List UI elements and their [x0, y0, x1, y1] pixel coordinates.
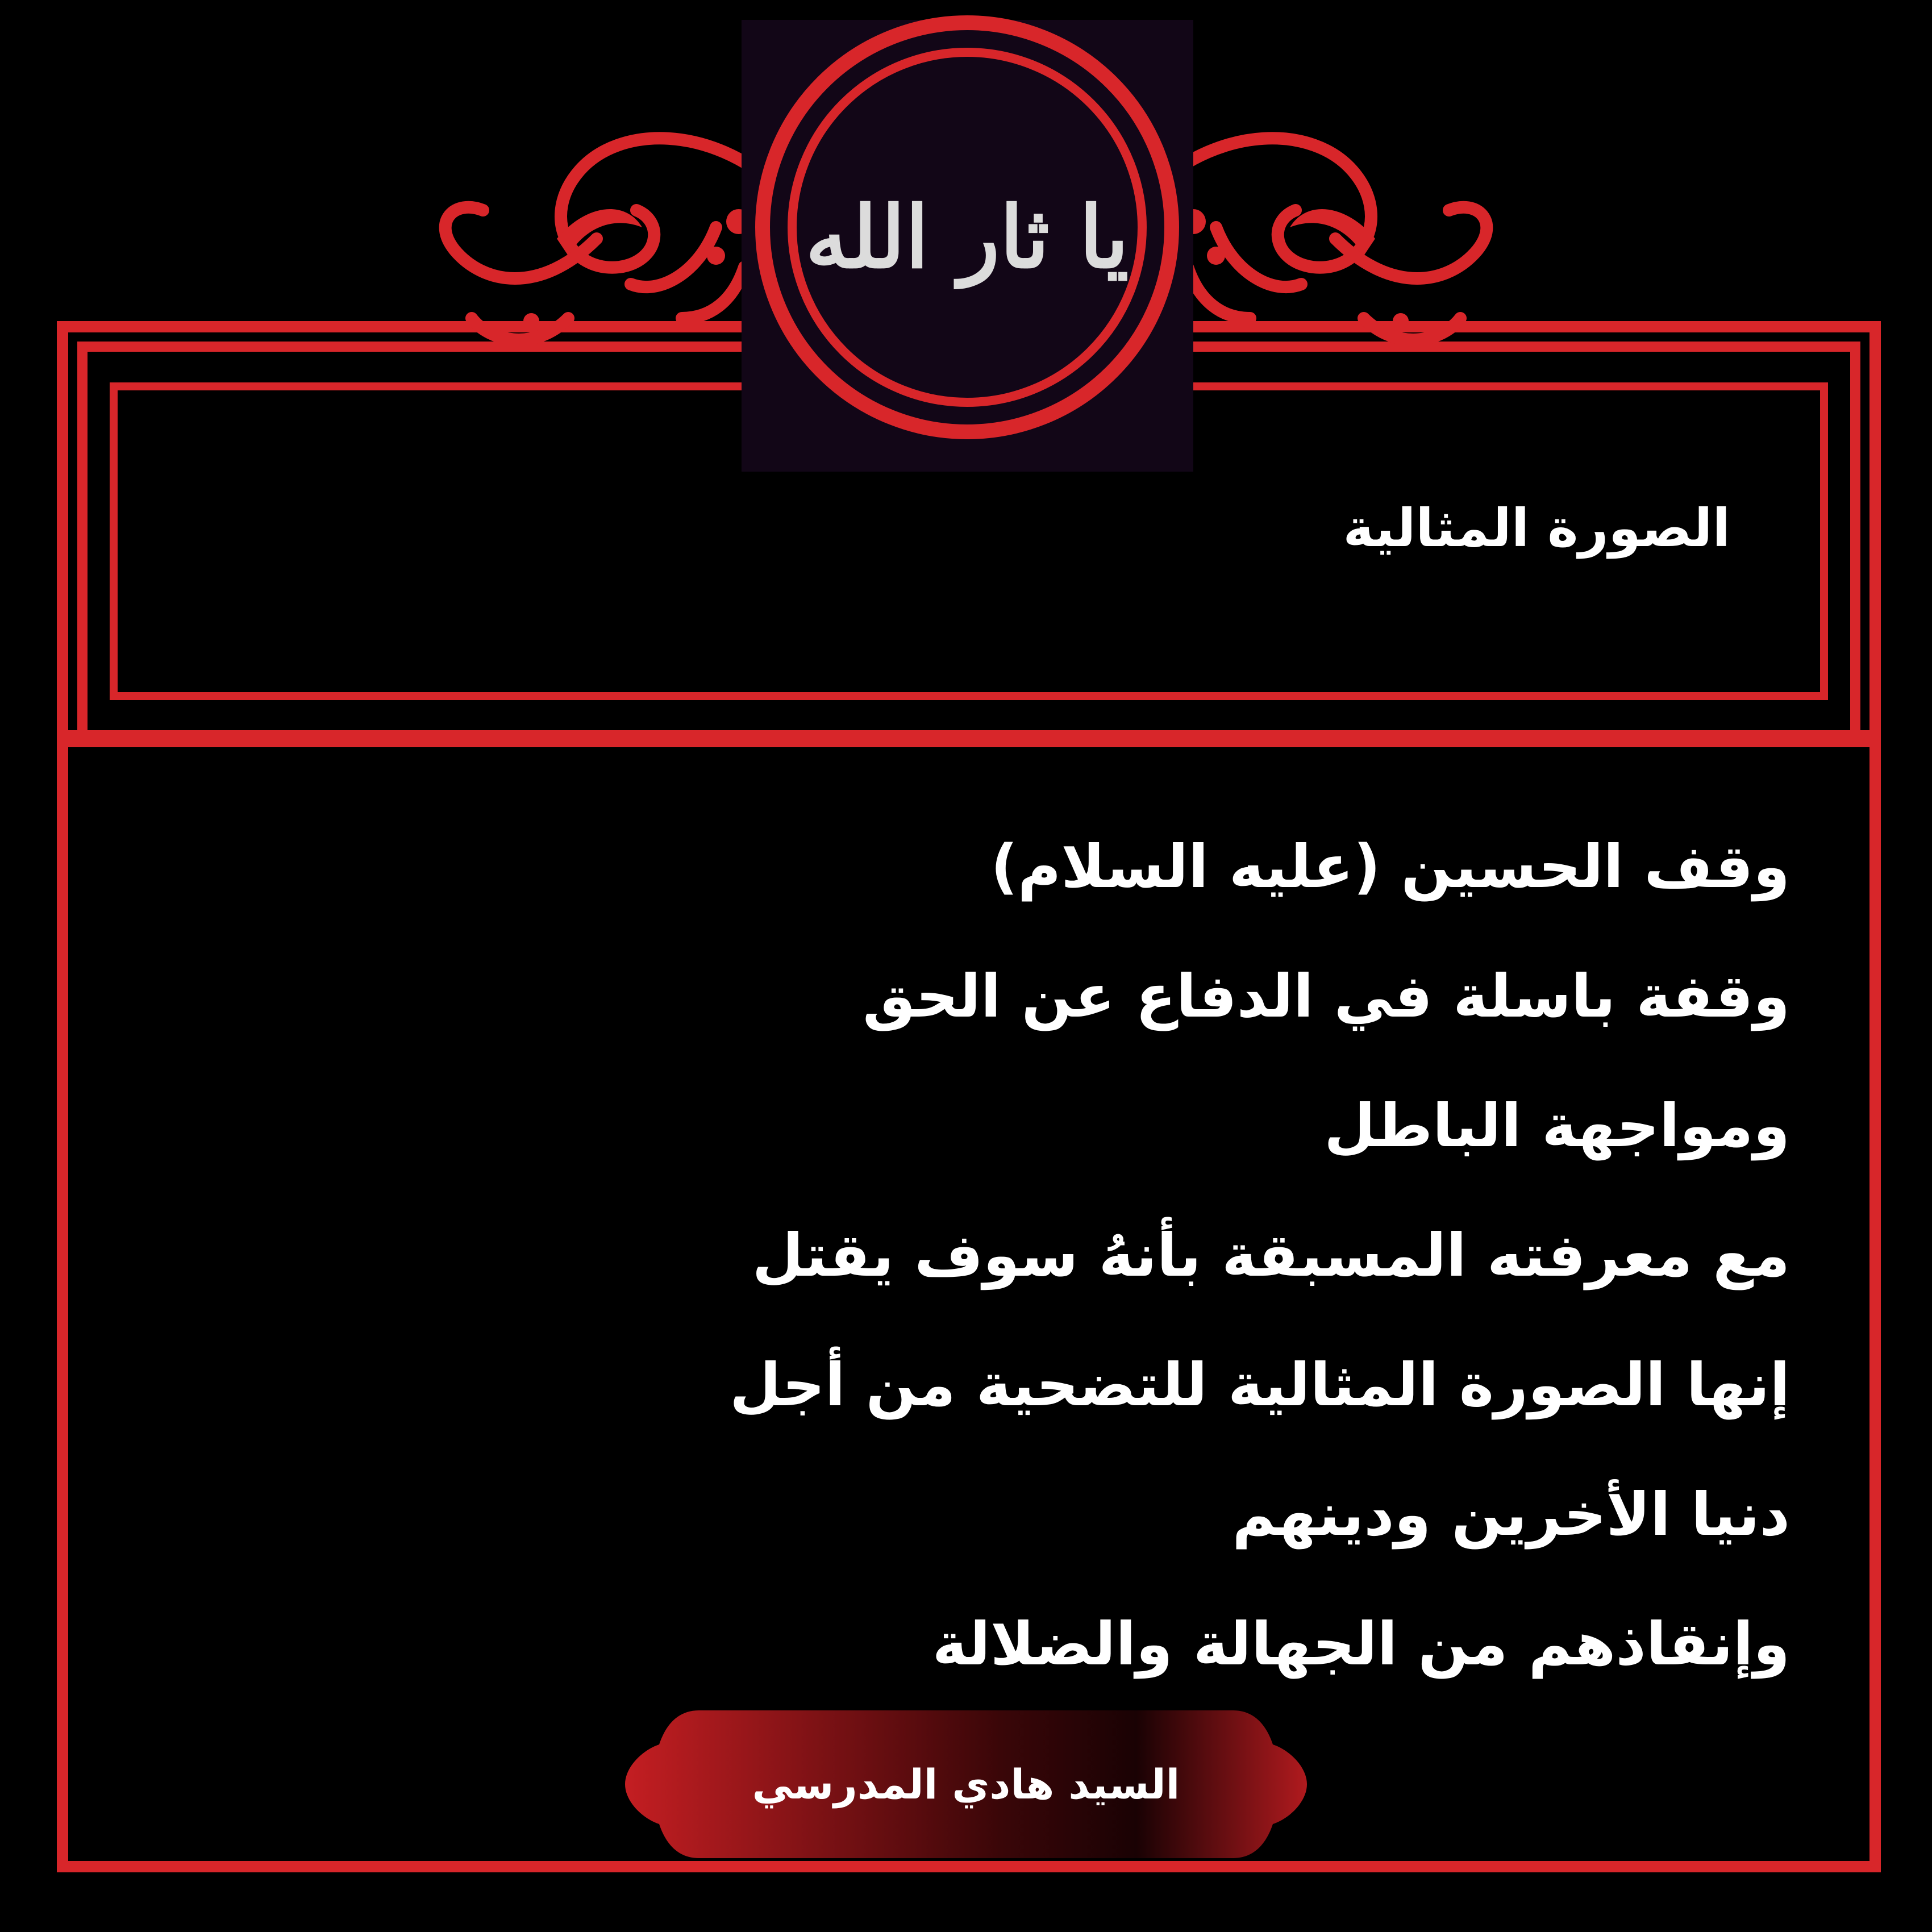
- poem-line: وقف الحسين (عليه السلام): [990, 832, 1790, 901]
- author-name: السيد هادي المدرسي: [752, 1760, 1180, 1808]
- right-scroll-ornament: [1154, 138, 1487, 340]
- left-scroll-ornament: [445, 138, 778, 340]
- poem-line: مع معرفته المسبقة بأنهُ سوف يقتل: [752, 1221, 1790, 1290]
- poem-line: إنها الصورة المثالية للتضحية من أجل: [730, 1350, 1790, 1419]
- divider-band: [63, 730, 1875, 747]
- poem-line: دنيا الأخرين ودينهم: [1232, 1480, 1790, 1549]
- poem-line: وإنقاذهم من الجهالة والضلالة: [932, 1609, 1790, 1679]
- page-title: الصورة المثالية: [1343, 498, 1730, 559]
- poem-line: ومواجهة الباطل: [1324, 1091, 1790, 1160]
- poem-text: [256, 824, 1790, 1731]
- calligraphy-emblem-icon: يا ثار الله: [805, 188, 1129, 288]
- poem-line: وقفة باسلة في الدفاع عن الحق: [863, 961, 1790, 1031]
